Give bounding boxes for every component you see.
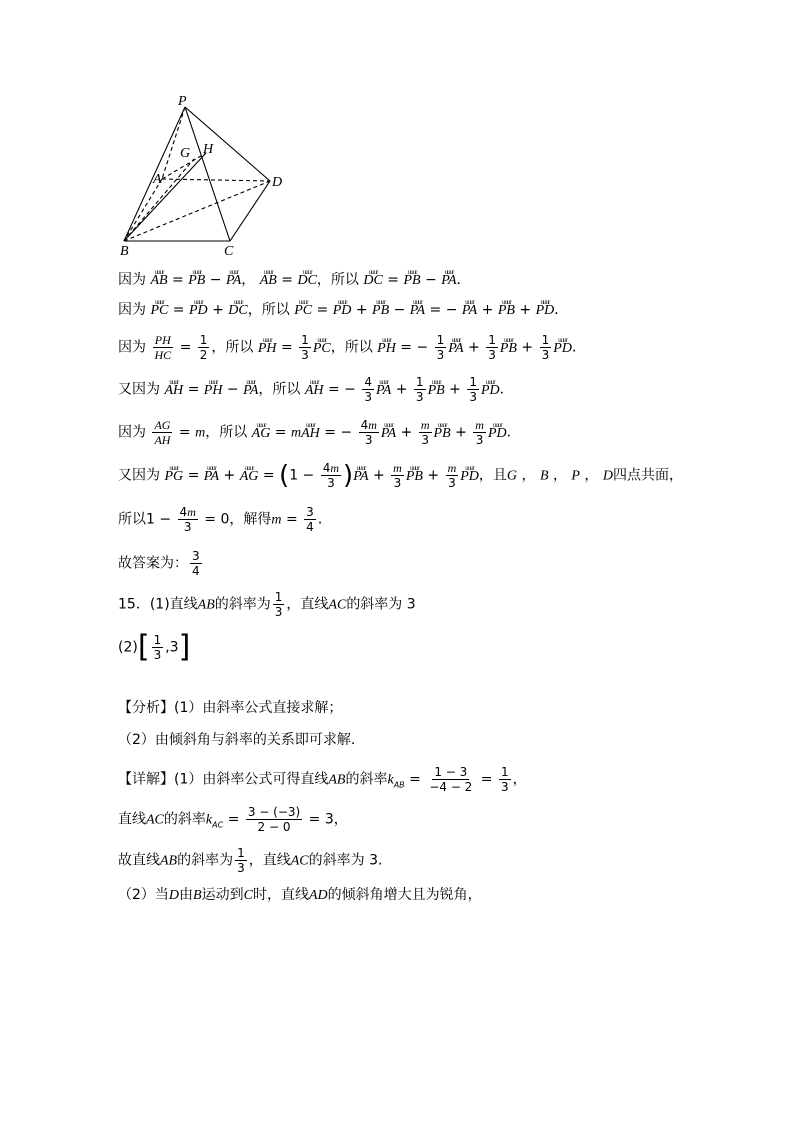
edge-BH <box>124 153 206 241</box>
line-5: 因为 $\frac{AG}{AH}$ = m，所以 uuur AG = muuur AH = − $\frac{4m}{3}$ uuur PA + $\frac{m}{3}$ uuur PB + $\frac{m}{3}$ uuur PD． <box>118 418 521 447</box>
detail-line-4: （2）当D由B运动到C时，直线AD的倾斜角增大且为锐角， <box>118 887 482 903</box>
label-H: H <box>203 142 214 157</box>
detail-line-2: 直线AC的斜率$k_{AC}$ = $\frac{3 - (-3)}{2 - 0}$ = 3， <box>118 805 348 834</box>
pyramid-figure <box>110 95 300 265</box>
line-7: 所以1 − $\frac{4m}{3}$ = 0，解得m = $\frac{3}{4}$ ． <box>118 505 332 534</box>
edge-CD <box>230 181 270 241</box>
detail-line-3: 故直线AB的斜率为 $\frac{1}{3}$ ，直线AC的斜率为 3. <box>118 846 383 875</box>
line-6: 又因为 uuur PG = uuur PA + uuur AG = (1 − $\frac{4m}{3}$ )uuur PA + $\frac{m}{3}$ uuur PB + $\frac{m}{3}$ uuur PD，且G ， B ， P ， D四点共面， <box>118 461 683 490</box>
edge-PA <box>162 107 185 179</box>
edge-BD <box>124 181 270 241</box>
edge-AD <box>162 179 270 181</box>
label-P: P <box>178 95 187 109</box>
label-C: C <box>224 244 234 259</box>
q15-part2: (2)[ $\frac{1}{3}$ ,3] <box>118 629 191 665</box>
line-2: 因为 uuur PC = uuur PD + uuur DC，所以 uuur PC = uuur PD + uuur PB − uuur PA = − uuur PA + uuur PB + uuur PD． <box>118 300 568 321</box>
detail-line-1: 【详解】(1）由斜率公式可得直线AB的斜率$k_{AB}$ = $\frac{1 - 3}{-4 - 2}$ = $\frac{1}{3}$ ， <box>118 765 527 794</box>
edge-AB <box>124 179 162 241</box>
label-D: D <box>272 175 283 190</box>
analysis-line-1: 【分析】(1）由斜率公式直接求解； <box>118 700 343 716</box>
label-B: B <box>120 244 129 259</box>
line-3: 因为 $\frac{PH}{HC}$ = $\frac{1}{2}$ ，所以 uuur PH = $\frac{1}{3}$ uuur PC，所以 uuur PH = − $\frac{1}{3}$ uuur PA + $\frac{1}{3}$ uuur PB + $\frac{1}{3}$ uuur PD． <box>118 333 586 362</box>
q15-part1: 15．(1)直线AB的斜率为 $\frac{1}{3}$ ，直线AC的斜率为 3 <box>118 590 416 619</box>
line-4: 又因为 uuur AH = uuur PH − uuur PA，所以 uuur AH = − $\frac{4}{3}$ uuur PA + $\frac{1}{3}$ uuur PB + $\frac{1}{3}$ uuur PD． <box>118 375 514 404</box>
label-A: A <box>153 172 162 187</box>
line-1: 因为 uuur AB = uuur PB − uuur PA， uuur AB = uuur DC，所以 uuur DC = uuur PB − uuur PA． <box>118 270 471 291</box>
label-G: G <box>180 146 191 161</box>
analysis-line-2: （2）由倾斜角与斜率的关系即可求解. <box>118 732 356 748</box>
line-8: 故答案为： $\frac{3}{4}$ <box>118 549 200 578</box>
